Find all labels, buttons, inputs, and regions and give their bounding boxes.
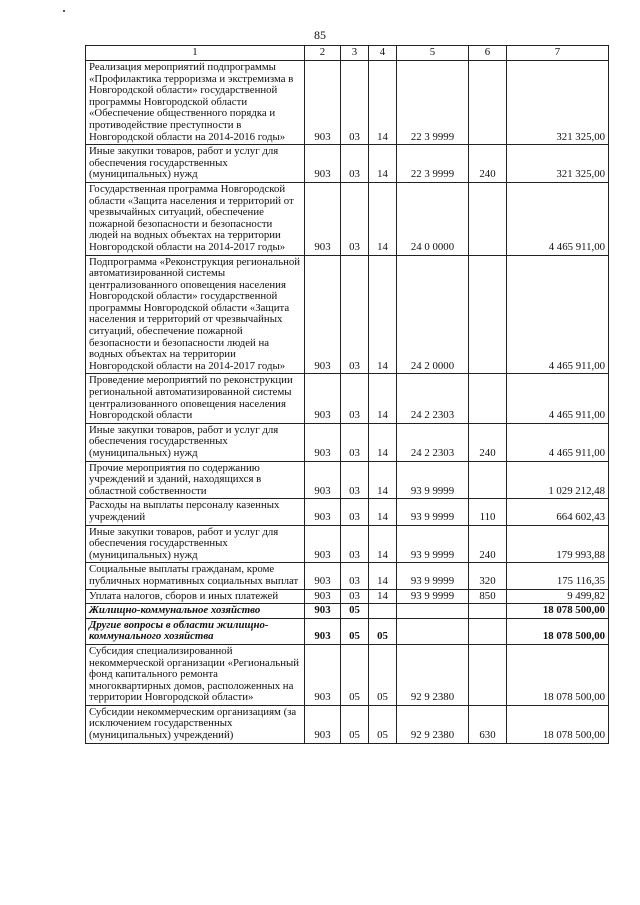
- table-row: [86, 423, 609, 461]
- section-code-cell: 03: [341, 255, 369, 374]
- row-name-cell: Жилищно-коммунальное хозяйство: [86, 604, 305, 619]
- row-name-cell: Иные закупки товаров, работ и услуг для обеспечения государственных (муниципальных) нужд: [86, 423, 305, 461]
- header-row: [86, 46, 609, 61]
- target-article-code-cell: 22 3 9999: [397, 61, 469, 145]
- ministry-code-cell: 903: [305, 644, 341, 705]
- col-header-3: 3: [341, 46, 369, 61]
- section-code-cell: 03: [341, 525, 369, 563]
- row-name-cell: Субсидии некоммерческим организациям (за исключением государственных (муниципальных) учреждений): [86, 705, 305, 743]
- amount-cell: 18 078 500,00: [507, 618, 609, 644]
- subsection-code-cell: 05: [369, 644, 397, 705]
- subsection-code-cell: 14: [369, 423, 397, 461]
- expense-type-code-cell: 240: [469, 423, 507, 461]
- amount-cell: 4 465 911,00: [507, 182, 609, 255]
- section-code-cell: 03: [341, 423, 369, 461]
- subsection-code-cell: 14: [369, 374, 397, 423]
- col-header-6: 6: [469, 46, 507, 61]
- target-article-code-cell: 24 2 2303: [397, 374, 469, 423]
- ministry-code-cell: 903: [305, 61, 341, 145]
- amount-cell: 4 465 911,00: [507, 423, 609, 461]
- col-header-7: 7: [507, 46, 609, 61]
- table-row: [86, 644, 609, 705]
- amount-cell: 664 602,43: [507, 499, 609, 525]
- ministry-code-cell: 903: [305, 563, 341, 589]
- section-code-cell: 03: [341, 461, 369, 499]
- ministry-code-cell: 903: [305, 182, 341, 255]
- amount-cell: 1 029 212,48: [507, 461, 609, 499]
- ministry-code-cell: 903: [305, 589, 341, 604]
- section-code-cell: 03: [341, 589, 369, 604]
- subsection-code-cell: 14: [369, 525, 397, 563]
- amount-cell: 321 325,00: [507, 145, 609, 183]
- table-row: [86, 589, 609, 604]
- amount-cell: 175 116,35: [507, 563, 609, 589]
- row-name-cell: Расходы на выплаты персоналу казенных учреждений: [86, 499, 305, 525]
- subsection-code-cell: 14: [369, 499, 397, 525]
- table-row: [86, 618, 609, 644]
- table-row: [86, 145, 609, 183]
- ministry-code-cell: 903: [305, 499, 341, 525]
- table-row: [86, 525, 609, 563]
- target-article-code-cell: 93 9 9999: [397, 589, 469, 604]
- expense-type-code-cell: 240: [469, 145, 507, 183]
- target-article-code-cell: 24 2 0000: [397, 255, 469, 374]
- target-article-code-cell: [397, 618, 469, 644]
- scan-speck: [63, 10, 65, 12]
- amount-cell: 18 078 500,00: [507, 705, 609, 743]
- subsection-code-cell: 14: [369, 563, 397, 589]
- amount-cell: 9 499,82: [507, 589, 609, 604]
- amount-cell: 321 325,00: [507, 61, 609, 145]
- page-number: 85: [314, 28, 326, 42]
- target-article-code-cell: 93 9 9999: [397, 525, 469, 563]
- section-code-cell: 05: [341, 618, 369, 644]
- table-row: [86, 604, 609, 619]
- table-row: [86, 374, 609, 423]
- section-code-cell: 03: [341, 374, 369, 423]
- table-body: [86, 61, 609, 744]
- col-header-1: 1: [86, 46, 305, 61]
- amount-cell: 4 465 911,00: [507, 374, 609, 423]
- row-name-cell: Иные закупки товаров, работ и услуг для обеспечения государственных (муниципальных) нужд: [86, 525, 305, 563]
- subsection-code-cell: 14: [369, 461, 397, 499]
- row-name-cell: Проведение мероприятий по реконструкции региональной автоматизированной системы централизованного оповещения населения Новгородской области: [86, 374, 305, 423]
- row-name-cell: Подпрограмма «Реконструкция региональной автоматизированной системы централизованного оповещения населения Новгородской области» государственной программы Новгородской области «Защита населения и территорий от чрезвычайных ситуаций, обеспечение пожарной безопасности и безопасности людей на водных объектах на территории Новгородской области на 2014-2017 годы»: [86, 255, 305, 374]
- target-article-code-cell: 92 9 2380: [397, 705, 469, 743]
- section-code-cell: 05: [341, 705, 369, 743]
- subsection-code-cell: 14: [369, 182, 397, 255]
- amount-cell: 179 993,88: [507, 525, 609, 563]
- expense-type-code-cell: 320: [469, 563, 507, 589]
- expense-type-code-cell: [469, 604, 507, 619]
- row-name-cell: Реализация мероприятий подпрограммы «Профилактика терроризма и экстремизма в Новгородской области» государственной программы Новгородской области «Обеспечение общественного порядка и противодействие преступности в Новгородской области на 2014-2016 годы»: [86, 61, 305, 145]
- table-row: [86, 499, 609, 525]
- row-name-cell: Иные закупки товаров, работ и услуг для обеспечения государственных (муниципальных) нужд: [86, 145, 305, 183]
- target-article-code-cell: 93 9 9999: [397, 499, 469, 525]
- table-row: [86, 61, 609, 145]
- expense-type-code-cell: [469, 461, 507, 499]
- target-article-code-cell: 93 9 9999: [397, 563, 469, 589]
- target-article-code-cell: 24 0 0000: [397, 182, 469, 255]
- table-row: [86, 182, 609, 255]
- ministry-code-cell: 903: [305, 618, 341, 644]
- section-code-cell: 05: [341, 644, 369, 705]
- amount-cell: 18 078 500,00: [507, 644, 609, 705]
- target-article-code-cell: 93 9 9999: [397, 461, 469, 499]
- ministry-code-cell: 903: [305, 145, 341, 183]
- amount-cell: 4 465 911,00: [507, 255, 609, 374]
- col-header-4: 4: [369, 46, 397, 61]
- expense-type-code-cell: 630: [469, 705, 507, 743]
- row-name-cell: Другие вопросы в области жилищно-коммунального хозяйства: [86, 618, 305, 644]
- expense-type-code-cell: [469, 618, 507, 644]
- table-row: [86, 705, 609, 743]
- row-name-cell: Субсидия специализированной некоммерческой организации «Региональный фонд капитального ремонта многоквартирных домов, расположенных на территории Новгородской области»: [86, 644, 305, 705]
- table-row: [86, 563, 609, 589]
- ministry-code-cell: 903: [305, 374, 341, 423]
- expense-type-code-cell: [469, 255, 507, 374]
- subsection-code-cell: 14: [369, 145, 397, 183]
- target-article-code-cell: 24 2 2303: [397, 423, 469, 461]
- table-row: [86, 461, 609, 499]
- ministry-code-cell: 903: [305, 255, 341, 374]
- row-name-cell: Социальные выплаты гражданам, кроме публичных нормативных социальных выплат: [86, 563, 305, 589]
- section-code-cell: 03: [341, 61, 369, 145]
- expense-type-code-cell: 850: [469, 589, 507, 604]
- expense-type-code-cell: 240: [469, 525, 507, 563]
- subsection-code-cell: 14: [369, 61, 397, 145]
- row-name-cell: Прочие мероприятия по содержанию учреждений и зданий, находящихся в областной собственности: [86, 461, 305, 499]
- subsection-code-cell: 14: [369, 589, 397, 604]
- budget-table: [85, 45, 609, 744]
- col-header-5: 5: [397, 46, 469, 61]
- row-name-cell: Уплата налогов, сборов и иных платежей: [86, 589, 305, 604]
- expense-type-code-cell: [469, 644, 507, 705]
- ministry-code-cell: 903: [305, 461, 341, 499]
- section-code-cell: 03: [341, 145, 369, 183]
- ministry-code-cell: 903: [305, 705, 341, 743]
- section-code-cell: 05: [341, 604, 369, 619]
- amount-cell: 18 078 500,00: [507, 604, 609, 619]
- subsection-code-cell: [369, 604, 397, 619]
- subsection-code-cell: 05: [369, 618, 397, 644]
- section-code-cell: 03: [341, 499, 369, 525]
- expense-type-code-cell: [469, 182, 507, 255]
- target-article-code-cell: 22 3 9999: [397, 145, 469, 183]
- subsection-code-cell: 14: [369, 255, 397, 374]
- ministry-code-cell: 903: [305, 525, 341, 563]
- expense-type-code-cell: 110: [469, 499, 507, 525]
- expense-type-code-cell: [469, 61, 507, 145]
- col-header-2: 2: [305, 46, 341, 61]
- ministry-code-cell: 903: [305, 604, 341, 619]
- target-article-code-cell: 92 9 2380: [397, 644, 469, 705]
- section-code-cell: 03: [341, 182, 369, 255]
- expense-type-code-cell: [469, 374, 507, 423]
- ministry-code-cell: 903: [305, 423, 341, 461]
- target-article-code-cell: [397, 604, 469, 619]
- section-code-cell: 03: [341, 563, 369, 589]
- row-name-cell: Государственная программа Новгородской области «Защита населения и территорий от чрезвычайных ситуаций, обеспечение пожарной безопасности и безопасности людей на водных объектах на территории Новгородской области на 2014-2017 годы»: [86, 182, 305, 255]
- table-row: [86, 255, 609, 374]
- subsection-code-cell: 05: [369, 705, 397, 743]
